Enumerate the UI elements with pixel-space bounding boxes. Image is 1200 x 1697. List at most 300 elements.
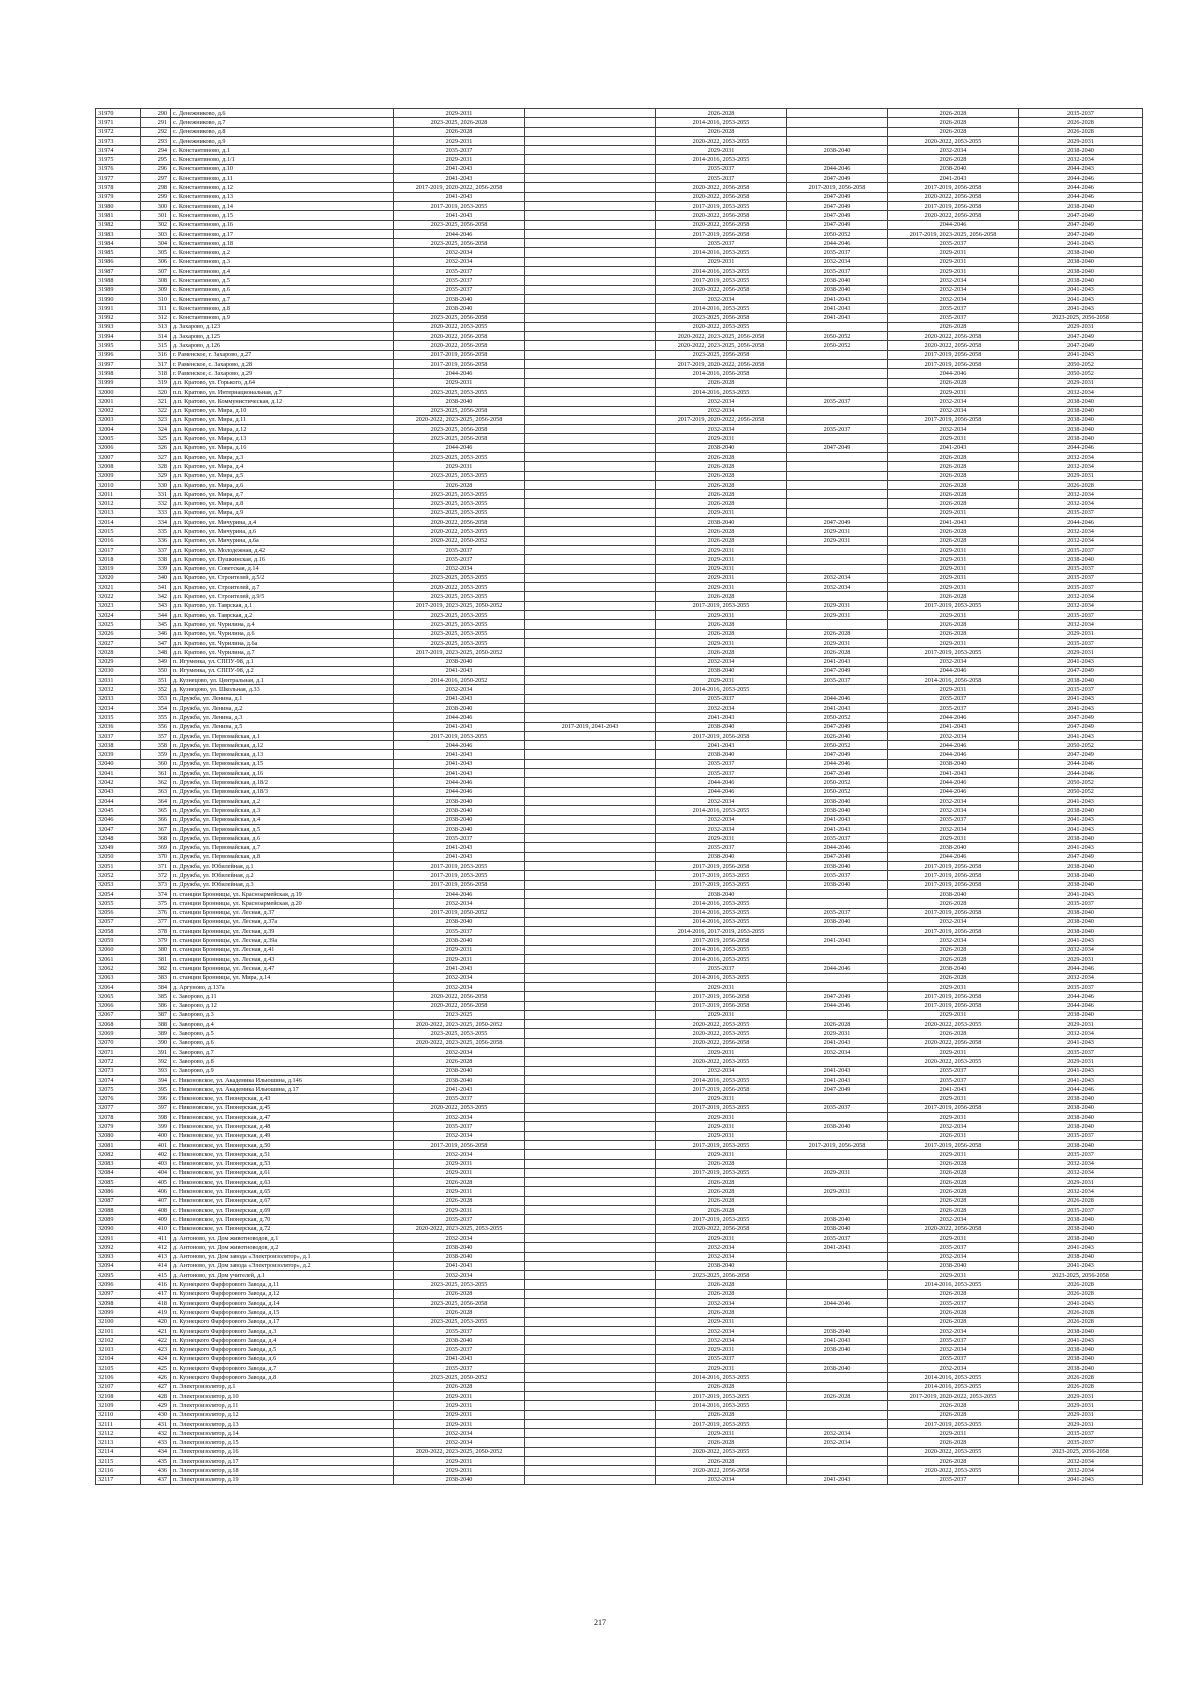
- address-cell: д. Антоново, ул. Дом животноводов, д.2: [171, 1243, 394, 1252]
- address-cell: п. станции Бронницы, ул. Лесная, д.37: [171, 908, 394, 917]
- row-id-cell: 31984: [96, 239, 141, 248]
- period-col-1-cell: 2017-2019, 2056-2058: [394, 1140, 525, 1149]
- table-row: [96, 1187, 1143, 1196]
- period-col-2-cell: [525, 1215, 656, 1224]
- period-col-2-cell: [525, 1419, 656, 1428]
- period-col-5-cell: 2044-2046: [888, 852, 1019, 861]
- row-id-cell: 32071: [96, 1047, 141, 1056]
- period-col-2-cell: [525, 1299, 656, 1308]
- period-col-6-cell: 2041-2043: [1019, 350, 1143, 359]
- period-col-2-cell: [525, 1010, 656, 1019]
- period-col-5-cell: 2026-2028: [888, 899, 1019, 908]
- row-number-cell: 329: [141, 471, 171, 480]
- period-col-6-cell: 2038-2040: [1019, 267, 1143, 276]
- row-id-cell: 32061: [96, 955, 141, 964]
- period-col-6-cell: 2041-2043: [1019, 936, 1143, 945]
- period-col-5-cell: 2014-2016, 2053-2055: [888, 1280, 1019, 1289]
- row-id-cell: 31977: [96, 174, 141, 183]
- period-col-4-cell: 2047-2049: [787, 992, 888, 1001]
- period-col-2-cell: [525, 1159, 656, 1168]
- period-col-6-cell: 2023-2025, 2056-2058: [1019, 313, 1143, 322]
- row-number-cell: 411: [141, 1233, 171, 1242]
- period-col-6-cell: 2050-2052: [1019, 360, 1143, 369]
- period-col-3-cell: 2029-2031: [656, 1122, 787, 1131]
- address-cell: с. Никоновское, ул. Пионерская, д.70: [171, 1215, 394, 1224]
- period-col-6-cell: 2041-2043: [1019, 1066, 1143, 1075]
- period-col-3-cell: 2029-2031: [656, 1317, 787, 1326]
- address-cell: с. Константиново, д.10: [171, 164, 394, 173]
- row-id-cell: 31970: [96, 109, 141, 118]
- period-col-4-cell: [787, 1401, 888, 1410]
- row-id-cell: 32093: [96, 1252, 141, 1261]
- period-col-1-cell: 2023-2025, 2050-2052: [394, 1373, 525, 1382]
- row-id-cell: 31994: [96, 332, 141, 341]
- period-col-2-cell: [525, 1131, 656, 1140]
- row-id-cell: 32081: [96, 1140, 141, 1149]
- period-col-6-cell: 2038-2040: [1019, 1252, 1143, 1261]
- period-col-5-cell: 2026-2028: [888, 620, 1019, 629]
- period-col-6-cell: 2044-2046: [1019, 759, 1143, 768]
- period-col-6-cell: 2041-2043: [1019, 824, 1143, 833]
- row-id-cell: 32111: [96, 1419, 141, 1428]
- period-col-5-cell: 2032-2034: [888, 657, 1019, 666]
- period-col-3-cell: 2014-2016, 2053-2055: [656, 908, 787, 917]
- row-number-cell: 362: [141, 778, 171, 787]
- period-col-1-cell: 2044-2046: [394, 741, 525, 750]
- period-col-2-cell: [525, 1429, 656, 1438]
- period-col-2-cell: [525, 852, 656, 861]
- period-col-1-cell: 2026-2028: [394, 1382, 525, 1391]
- row-number-cell: 331: [141, 490, 171, 499]
- period-col-5-cell: 2041-2043: [888, 174, 1019, 183]
- row-number-cell: 419: [141, 1308, 171, 1317]
- period-col-4-cell: 2044-2046: [787, 239, 888, 248]
- row-id-cell: 32025: [96, 620, 141, 629]
- row-id-cell: 32006: [96, 443, 141, 452]
- period-col-1-cell: 2017-2019, 2050-2052: [394, 908, 525, 917]
- period-col-2-cell: [525, 908, 656, 917]
- period-col-6-cell: 2044-2046: [1019, 183, 1143, 192]
- period-col-4-cell: [787, 1094, 888, 1103]
- period-col-5-cell: 2026-2028: [888, 1187, 1019, 1196]
- period-col-3-cell: 2020-2022, 2053-2055: [656, 136, 787, 145]
- period-col-6-cell: 2035-2037: [1019, 573, 1143, 582]
- period-col-6-cell: 2023-2025, 2056-2058: [1019, 1271, 1143, 1280]
- period-col-5-cell: 2014-2016, 2053-2055: [888, 1373, 1019, 1382]
- row-id-cell: 32077: [96, 1103, 141, 1112]
- table-row: [96, 397, 1143, 406]
- table-row: [96, 638, 1143, 647]
- period-col-6-cell: 2032-2034: [1019, 592, 1143, 601]
- period-col-5-cell: 2026-2028: [888, 1196, 1019, 1205]
- period-col-3-cell: 2038-2040: [656, 666, 787, 675]
- period-col-1-cell: 2041-2043: [394, 666, 525, 675]
- period-col-1-cell: 2020-2022, 2053-2055: [394, 322, 525, 331]
- period-col-4-cell: [787, 406, 888, 415]
- row-id-cell: 32064: [96, 982, 141, 991]
- row-id-cell: 32005: [96, 434, 141, 443]
- row-number-cell: 322: [141, 406, 171, 415]
- address-cell: д.п. Кратово, ул. Мира, д.8: [171, 499, 394, 508]
- row-number-cell: 305: [141, 248, 171, 257]
- row-id-cell: 31976: [96, 164, 141, 173]
- period-col-1-cell: 2029-2031: [394, 1391, 525, 1400]
- period-col-4-cell: 2041-2043: [787, 313, 888, 322]
- period-col-6-cell: 2032-2034: [1019, 155, 1143, 164]
- period-col-3-cell: 2035-2037: [656, 769, 787, 778]
- period-col-3-cell: 2026-2028: [656, 1280, 787, 1289]
- row-id-cell: 32036: [96, 722, 141, 731]
- period-col-2-cell: [525, 285, 656, 294]
- row-number-cell: 291: [141, 118, 171, 127]
- period-col-3-cell: 2023-2025, 2056-2058: [656, 313, 787, 322]
- period-col-3-cell: 2026-2028: [656, 109, 787, 118]
- period-col-1-cell: 2029-2031: [394, 1168, 525, 1177]
- address-cell: п. Кузнецкого Фарфорового Завода, д.5: [171, 1345, 394, 1354]
- period-col-3-cell: 2026-2028: [656, 648, 787, 657]
- row-number-cell: 378: [141, 927, 171, 936]
- period-col-4-cell: 2041-2043: [787, 294, 888, 303]
- table-row: [96, 843, 1143, 852]
- period-col-2-cell: [525, 1391, 656, 1400]
- period-col-4-cell: 2041-2043: [787, 1475, 888, 1484]
- address-cell: п. Кузнецкого Фарфорового Завода, д.7: [171, 1364, 394, 1373]
- period-col-4-cell: [787, 1057, 888, 1066]
- row-id-cell: 32051: [96, 862, 141, 871]
- period-col-5-cell: 2026-2028: [888, 1438, 1019, 1447]
- row-id-cell: 32033: [96, 694, 141, 703]
- period-col-3-cell: 2032-2034: [656, 1066, 787, 1075]
- period-col-2-cell: [525, 109, 656, 118]
- period-col-1-cell: 2023-2025, 2056-2058: [394, 425, 525, 434]
- period-col-6-cell: 2047-2049: [1019, 666, 1143, 675]
- period-col-2-cell: [525, 629, 656, 638]
- period-col-4-cell: 2047-2049: [787, 220, 888, 229]
- period-col-4-cell: [787, 155, 888, 164]
- period-col-2-cell: [525, 425, 656, 434]
- row-id-cell: 32052: [96, 871, 141, 880]
- period-col-4-cell: 2029-2031: [787, 638, 888, 647]
- period-col-6-cell: 2041-2043: [1019, 1475, 1143, 1484]
- period-col-6-cell: 2023-2025, 2056-2058: [1019, 1447, 1143, 1456]
- row-number-cell: 415: [141, 1271, 171, 1280]
- row-number-cell: 294: [141, 146, 171, 155]
- address-cell: д.п. Кратово, ул. Мира, д.10: [171, 406, 394, 415]
- row-id-cell: 32095: [96, 1271, 141, 1280]
- period-col-4-cell: 2047-2049: [787, 666, 888, 675]
- table-row: [96, 1373, 1143, 1382]
- period-col-1-cell: 2041-2043: [394, 1261, 525, 1270]
- row-number-cell: 312: [141, 313, 171, 322]
- row-number-cell: 413: [141, 1252, 171, 1261]
- period-col-4-cell: [787, 1466, 888, 1475]
- period-col-4-cell: [787, 955, 888, 964]
- period-col-5-cell: 2029-2031: [888, 573, 1019, 582]
- period-col-3-cell: 2038-2040: [656, 852, 787, 861]
- period-col-6-cell: 2044-2046: [1019, 1001, 1143, 1010]
- period-col-3-cell: 2014-2016, 2053-2055: [656, 387, 787, 396]
- period-col-6-cell: 2047-2049: [1019, 852, 1143, 861]
- row-id-cell: 32009: [96, 471, 141, 480]
- period-col-3-cell: 2041-2043: [656, 713, 787, 722]
- row-number-cell: 400: [141, 1131, 171, 1140]
- period-col-2-cell: [525, 508, 656, 517]
- period-col-4-cell: 2035-2037: [787, 676, 888, 685]
- period-col-2-cell: [525, 620, 656, 629]
- period-col-4-cell: [787, 1382, 888, 1391]
- table-row: [96, 490, 1143, 499]
- period-col-1-cell: 2020-2022, 2023-2025, 2050-2052: [394, 1447, 525, 1456]
- period-col-4-cell: 2038-2040: [787, 276, 888, 285]
- row-id-cell: 32024: [96, 611, 141, 620]
- period-col-4-cell: 2044-2046: [787, 759, 888, 768]
- period-col-4-cell: 2035-2037: [787, 871, 888, 880]
- row-number-cell: 414: [141, 1261, 171, 1270]
- address-cell: п. Дружба, ул. Ленина, д.5: [171, 722, 394, 731]
- row-id-cell: 32059: [96, 936, 141, 945]
- period-col-6-cell: 2026-2028: [1019, 1289, 1143, 1298]
- period-col-6-cell: 2044-2043: [1019, 164, 1143, 173]
- period-col-5-cell: 2044-2046: [888, 741, 1019, 750]
- period-col-1-cell: 2020-2022, 2023-2025, 2056-2058: [394, 415, 525, 424]
- table-row: [96, 201, 1143, 210]
- address-cell: д.п. Кратово, ул. Строителей, д.5/2: [171, 573, 394, 582]
- period-col-3-cell: 2014-2016, 2053-2055: [656, 248, 787, 257]
- period-col-4-cell: [787, 1206, 888, 1215]
- period-col-3-cell: 2026-2028: [656, 1289, 787, 1298]
- address-cell: с. Заворово, д.8: [171, 1057, 394, 1066]
- table-row: [96, 555, 1143, 564]
- row-id-cell: 32017: [96, 545, 141, 554]
- table-row: [96, 908, 1143, 917]
- row-id-cell: 31990: [96, 294, 141, 303]
- period-col-4-cell: 2032-2034: [787, 257, 888, 266]
- period-col-4-cell: 2044-2046: [787, 694, 888, 703]
- address-cell: п. станции Бронницы, ул. Красноармейская, д.20: [171, 899, 394, 908]
- period-col-5-cell: 2020-2022, 2056-2058: [888, 192, 1019, 201]
- table-row: [96, 1364, 1143, 1373]
- period-col-6-cell: 2038-2040: [1019, 415, 1143, 424]
- period-col-3-cell: 2029-2031: [656, 573, 787, 582]
- period-col-5-cell: 2029-2031: [888, 583, 1019, 592]
- period-col-1-cell: 2044-2046: [394, 229, 525, 238]
- row-number-cell: 311: [141, 304, 171, 313]
- period-col-3-cell: 2035-2037: [656, 964, 787, 973]
- row-number-cell: 406: [141, 1187, 171, 1196]
- period-col-1-cell: 2029-2031: [394, 1206, 525, 1215]
- period-col-6-cell: 2038-2040: [1019, 1354, 1143, 1363]
- row-id-cell: 32007: [96, 452, 141, 461]
- address-cell: п. Дружба, ул. Первомайская, д.18/2: [171, 778, 394, 787]
- period-col-5-cell: 2032-2034: [888, 294, 1019, 303]
- period-col-4-cell: 2050-2052: [787, 778, 888, 787]
- period-col-1-cell: 2041-2043: [394, 852, 525, 861]
- period-col-5-cell: 2029-2031: [888, 638, 1019, 647]
- table-row: [96, 564, 1143, 573]
- period-col-3-cell: 2020-2022, 2056-2058: [656, 285, 787, 294]
- period-col-1-cell: 2026-2028: [394, 1289, 525, 1298]
- period-col-2-cell: [525, 638, 656, 647]
- period-col-1-cell: 2023-2025, 2056-2058: [394, 406, 525, 415]
- period-col-5-cell: 2035-2037: [888, 313, 1019, 322]
- period-col-6-cell: 2038-2040: [1019, 1113, 1143, 1122]
- row-number-cell: 426: [141, 1373, 171, 1382]
- period-col-4-cell: 2038-2040: [787, 862, 888, 871]
- period-col-5-cell: 2041-2043: [888, 769, 1019, 778]
- row-id-cell: 31999: [96, 378, 141, 387]
- period-col-1-cell: 2032-2034: [394, 1150, 525, 1159]
- row-number-cell: 398: [141, 1113, 171, 1122]
- period-col-6-cell: 2044-2046: [1019, 192, 1143, 201]
- table-row: [96, 778, 1143, 787]
- address-cell: д. Захарово, д.126: [171, 341, 394, 350]
- period-col-6-cell: 2050-2052: [1019, 369, 1143, 378]
- row-number-cell: 410: [141, 1224, 171, 1233]
- address-cell: д.п. Кратово, ул. Мичурина, д.4: [171, 518, 394, 527]
- address-cell: с. Никоновское, ул. Пионерская, д.63: [171, 1178, 394, 1187]
- table-row: [96, 471, 1143, 480]
- period-col-1-cell: 2023-2025, 2053-2055: [394, 638, 525, 647]
- period-col-1-cell: 2035-2037: [394, 834, 525, 843]
- table-row: [96, 1410, 1143, 1419]
- address-cell: с. Заворово, д.3: [171, 1010, 394, 1019]
- period-col-1-cell: 2026-2028: [394, 480, 525, 489]
- period-col-5-cell: 2020-2022, 2053-2055: [888, 1020, 1019, 1029]
- period-col-5-cell: 2020-2022, 2056-2058: [888, 1038, 1019, 1047]
- period-col-3-cell: 2029-2031: [656, 564, 787, 573]
- period-col-6-cell: 2041-2043: [1019, 239, 1143, 248]
- period-col-2-cell: [525, 127, 656, 136]
- table-row: [96, 1354, 1143, 1363]
- row-id-cell: 32000: [96, 387, 141, 396]
- period-col-2-cell: [525, 183, 656, 192]
- row-id-cell: 32031: [96, 676, 141, 685]
- period-col-1-cell: 2035-2037: [394, 545, 525, 554]
- period-col-4-cell: 2032-2034: [787, 583, 888, 592]
- row-number-cell: 339: [141, 564, 171, 573]
- period-col-4-cell: 2026-2028: [787, 629, 888, 638]
- address-cell: п. Дружба, ул. Первомайская, д.16: [171, 769, 394, 778]
- period-col-3-cell: 2020-2022, 2056-2058: [656, 211, 787, 220]
- period-col-2-cell: [525, 1466, 656, 1475]
- period-col-5-cell: 2017-2019, 2023-2025, 2056-2058: [888, 229, 1019, 238]
- period-col-3-cell: 2035-2037: [656, 164, 787, 173]
- period-col-3-cell: 2029-2031: [656, 257, 787, 266]
- row-number-cell: 293: [141, 136, 171, 145]
- period-col-6-cell: 2038-2040: [1019, 1345, 1143, 1354]
- period-col-5-cell: 2026-2028: [888, 1308, 1019, 1317]
- table-row: [96, 518, 1143, 527]
- address-cell: п. Электроизолятор, д.12: [171, 1410, 394, 1419]
- period-col-1-cell: 2032-2034: [394, 1271, 525, 1280]
- period-col-3-cell: 2014-2016, 2053-2055: [656, 945, 787, 954]
- address-cell: с. Заворово, д.11: [171, 992, 394, 1001]
- period-col-1-cell: 2035-2037: [394, 146, 525, 155]
- row-id-cell: 32056: [96, 908, 141, 917]
- row-number-cell: 314: [141, 332, 171, 341]
- table-row: [96, 1252, 1143, 1261]
- row-number-cell: 296: [141, 164, 171, 173]
- period-col-6-cell: 2032-2034: [1019, 1466, 1143, 1475]
- address-cell: д.п. Кратово, ул. Таврская, д.1: [171, 601, 394, 610]
- period-col-6-cell: 2047-2049: [1019, 220, 1143, 229]
- period-col-3-cell: 2029-2031: [656, 1429, 787, 1438]
- row-id-cell: 32115: [96, 1457, 141, 1466]
- period-col-6-cell: 2032-2034: [1019, 1159, 1143, 1168]
- period-col-3-cell: 2026-2028: [656, 127, 787, 136]
- address-cell: г. Раменское, с. Захарово, д.29: [171, 369, 394, 378]
- row-number-cell: 409: [141, 1215, 171, 1224]
- period-col-4-cell: [787, 1280, 888, 1289]
- period-col-1-cell: 2044-2046: [394, 713, 525, 722]
- table-row: [96, 527, 1143, 536]
- period-col-2-cell: [525, 611, 656, 620]
- period-col-3-cell: 2026-2028: [656, 1457, 787, 1466]
- row-id-cell: 32083: [96, 1159, 141, 1168]
- period-col-4-cell: 2038-2040: [787, 1215, 888, 1224]
- row-id-cell: 32016: [96, 536, 141, 545]
- period-col-6-cell: 2047-2049: [1019, 750, 1143, 759]
- table-row: [96, 889, 1143, 898]
- row-number-cell: 365: [141, 806, 171, 815]
- period-col-5-cell: 2038-2040: [888, 164, 1019, 173]
- period-col-1-cell: 2017-2019, 2056-2058: [394, 350, 525, 359]
- address-cell: п. Электроизолятор, д.16: [171, 1447, 394, 1456]
- period-col-2-cell: [525, 899, 656, 908]
- period-col-3-cell: 2026-2028: [656, 471, 787, 480]
- address-cell: д.п. Кратово, ул. Таврская, д.2: [171, 611, 394, 620]
- row-number-cell: 345: [141, 620, 171, 629]
- period-col-2-cell: [525, 1475, 656, 1484]
- period-col-5-cell: 2017-2019, 2056-2058: [888, 1103, 1019, 1112]
- address-cell: п. Дружба, ул. Ленина, д.2: [171, 704, 394, 713]
- period-col-4-cell: [787, 452, 888, 461]
- address-cell: п. Кузнецкого Фарфорового Завода, д.4: [171, 1336, 394, 1345]
- period-col-1-cell: 2017-2019, 2023-2025, 2050-2052: [394, 601, 525, 610]
- row-id-cell: 31995: [96, 341, 141, 350]
- row-id-cell: 32073: [96, 1066, 141, 1075]
- period-col-3-cell: 2029-2031: [656, 1094, 787, 1103]
- period-col-1-cell: 2023-2025, 2053-2055: [394, 1317, 525, 1326]
- period-col-3-cell: 2020-2022, 2053-2055: [656, 1447, 787, 1456]
- period-col-3-cell: 2020-2022, 2056-2058: [656, 192, 787, 201]
- period-col-6-cell: 2035-2037: [1019, 1047, 1143, 1056]
- period-col-1-cell: 2023-2025, 2056-2058: [394, 313, 525, 322]
- period-col-5-cell: 2032-2034: [888, 397, 1019, 406]
- table-row: [96, 964, 1143, 973]
- row-number-cell: 328: [141, 462, 171, 471]
- period-col-3-cell: 2014-2016, 2053-2055: [656, 1373, 787, 1382]
- address-cell: с. Константиново, д.14: [171, 201, 394, 210]
- row-id-cell: 32035: [96, 713, 141, 722]
- row-id-cell: 32004: [96, 425, 141, 434]
- table-row: [96, 443, 1143, 452]
- period-col-6-cell: 2038-2040: [1019, 806, 1143, 815]
- period-col-3-cell: 2020-2022, 2056-2058: [656, 1466, 787, 1475]
- row-number-cell: 353: [141, 694, 171, 703]
- row-number-cell: 306: [141, 257, 171, 266]
- period-col-1-cell: 2029-2031: [394, 1457, 525, 1466]
- period-col-1-cell: 2029-2031: [394, 462, 525, 471]
- address-cell: п. станции Бронницы, ул. Лесная, д.43: [171, 955, 394, 964]
- period-col-3-cell: 2017-2019, 2053-2055: [656, 1168, 787, 1177]
- row-number-cell: 352: [141, 685, 171, 694]
- table-row: [96, 341, 1143, 350]
- period-col-3-cell: 2026-2028: [656, 1438, 787, 1447]
- period-col-2-cell: [525, 1354, 656, 1363]
- period-col-1-cell: 2032-2034: [394, 1113, 525, 1122]
- row-number-cell: 349: [141, 657, 171, 666]
